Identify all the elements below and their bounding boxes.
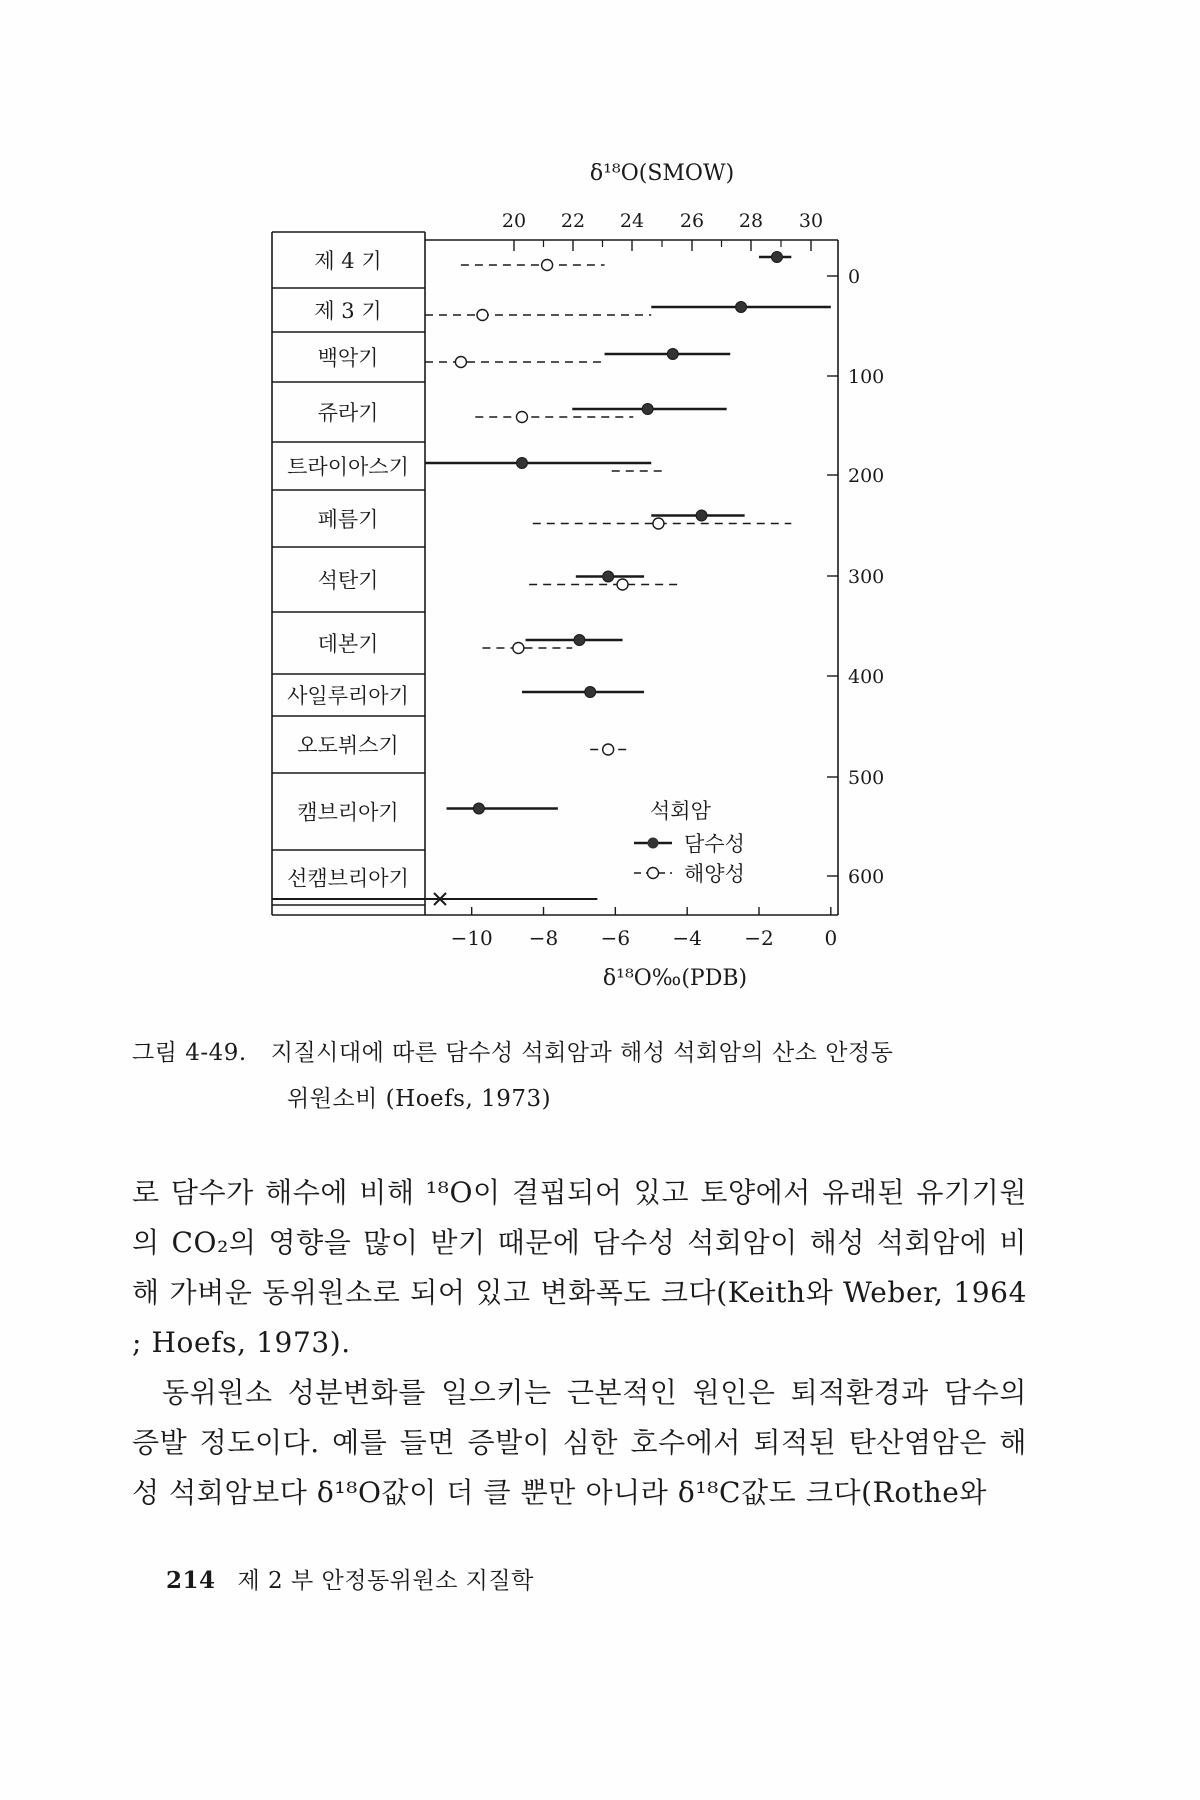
bottom-axis-tick-label: −2 <box>744 926 774 950</box>
right-axis-tick-label: 400 <box>848 666 885 688</box>
top-axis-label: δ¹⁸O(SMOW) <box>589 161 735 186</box>
legend-title: 석회암 <box>650 799 711 823</box>
period-label: 제 4 기 <box>314 249 382 273</box>
freshwater-mean-marker <box>473 803 484 814</box>
caption-line-2: 위원소비 (Hoefs, 1973) <box>287 1086 552 1112</box>
freshwater-mean-marker <box>736 302 747 313</box>
marine-mean-marker <box>513 643 524 654</box>
freshwater-mean-marker <box>771 252 782 263</box>
figure-number: 그림 4-49. <box>132 1040 247 1066</box>
paragraph-1: 로 담수가 해수에 비해 ¹⁸O이 결핍되어 있고 토양에서 유래된 유기기원의 CO₂의 영향을 많이 받기 때문에 담수성 석회암이 해성 석회암에 비해 가벼운 동위원소로 되어 있고 변화폭도 크다(Keith와 Weber, 1964 ; Hoefs, 1973). <box>132 1176 1027 1359</box>
legend-freshwater-label: 담수성 <box>684 832 745 856</box>
running-title: 제 2 부 안정동위원소 지질학 <box>237 1568 534 1594</box>
page-footer <box>166 1562 534 1595</box>
freshwater-mean-marker <box>516 458 527 469</box>
period-label: 오도뷔스기 <box>297 733 399 758</box>
period-label: 사일루리아기 <box>287 684 409 708</box>
right-axis-tick-label: 500 <box>848 767 885 789</box>
legend <box>634 799 745 886</box>
marine-mean-marker <box>617 579 628 590</box>
bottom-axis-tick-label: −6 <box>600 926 631 950</box>
freshwater-mean-marker <box>574 635 585 646</box>
right-axis-tick-label: 200 <box>848 465 885 487</box>
top-axis-tick-label: 24 <box>619 210 645 232</box>
top-axis-tick-label: 20 <box>501 210 527 232</box>
marine-mean-marker <box>603 744 614 755</box>
right-axis-tick-label: 300 <box>848 566 885 588</box>
bottom-axis-label: δ¹⁸O‰(PDB) <box>602 966 748 991</box>
body-text <box>132 1168 1027 1518</box>
right-axis-tick-label: 600 <box>848 866 885 888</box>
legend-marine-label: 해양성 <box>684 862 745 886</box>
period-label: 페름기 <box>317 507 379 532</box>
bottom-axis-tick-label: 0 <box>824 926 838 950</box>
period-label: 쥬라기 <box>317 401 379 425</box>
top-axis-tick-label: 30 <box>798 210 824 232</box>
marine-mean-marker <box>542 260 553 271</box>
marine-mean-marker <box>477 310 488 321</box>
freshwater-mean-marker <box>642 404 653 415</box>
caption-line-1: 지질시대에 따른 담수성 석회암과 해성 석회암의 산소 안정동 <box>270 1040 894 1066</box>
period-label: 제 3 기 <box>314 299 382 323</box>
freshwater-mean-marker <box>585 687 596 698</box>
period-label: 백악기 <box>317 346 379 370</box>
marine-mean-marker <box>516 412 527 423</box>
bottom-axis-tick-label: −4 <box>672 926 702 950</box>
bottom-axis-ticks <box>451 907 838 950</box>
marine-mean-marker <box>653 518 664 529</box>
right-axis-ticks <box>827 266 884 888</box>
top-axis-tick-label: 26 <box>679 210 705 232</box>
top-axis-tick-label: 22 <box>560 210 586 232</box>
period-label: 석탄기 <box>317 568 379 593</box>
period-column <box>272 249 425 905</box>
period-label: 데본기 <box>317 632 379 656</box>
right-axis-tick-label: 0 <box>848 266 861 288</box>
period-label: 캠브리아기 <box>297 800 399 825</box>
top-axis-ticks <box>502 210 823 251</box>
bottom-axis-tick-label: −10 <box>450 926 493 950</box>
legend-marine-marker <box>648 868 659 879</box>
page-number: 214 <box>166 1567 216 1594</box>
freshwater-mean-marker <box>667 349 678 360</box>
bottom-axis-tick-label: −8 <box>528 926 559 950</box>
marine-mean-marker <box>455 357 466 368</box>
paragraph-2: 동위원소 성분변화를 일으키는 근본적인 원인은 퇴적환경과 담수의 증발 정도이다. 예를 들면 증발이 심한 호수에서 퇴적된 탄산염암은 해성 석회암보다 δ¹⁸O값이 더 클 뿐만 아니라 δ¹⁸C값도 크다(Rothe와 <box>132 1376 1027 1509</box>
legend-freshwater-marker <box>648 838 659 849</box>
freshwater-mean-marker <box>603 571 614 582</box>
period-label: 선캠브리아기 <box>287 866 409 891</box>
freshwater-mean-marker <box>696 510 707 521</box>
right-axis-tick-label: 100 <box>848 366 885 388</box>
figure-caption <box>132 1030 1032 1122</box>
period-label: 트라이아스기 <box>287 455 409 479</box>
top-axis-tick-label: 28 <box>738 210 764 232</box>
